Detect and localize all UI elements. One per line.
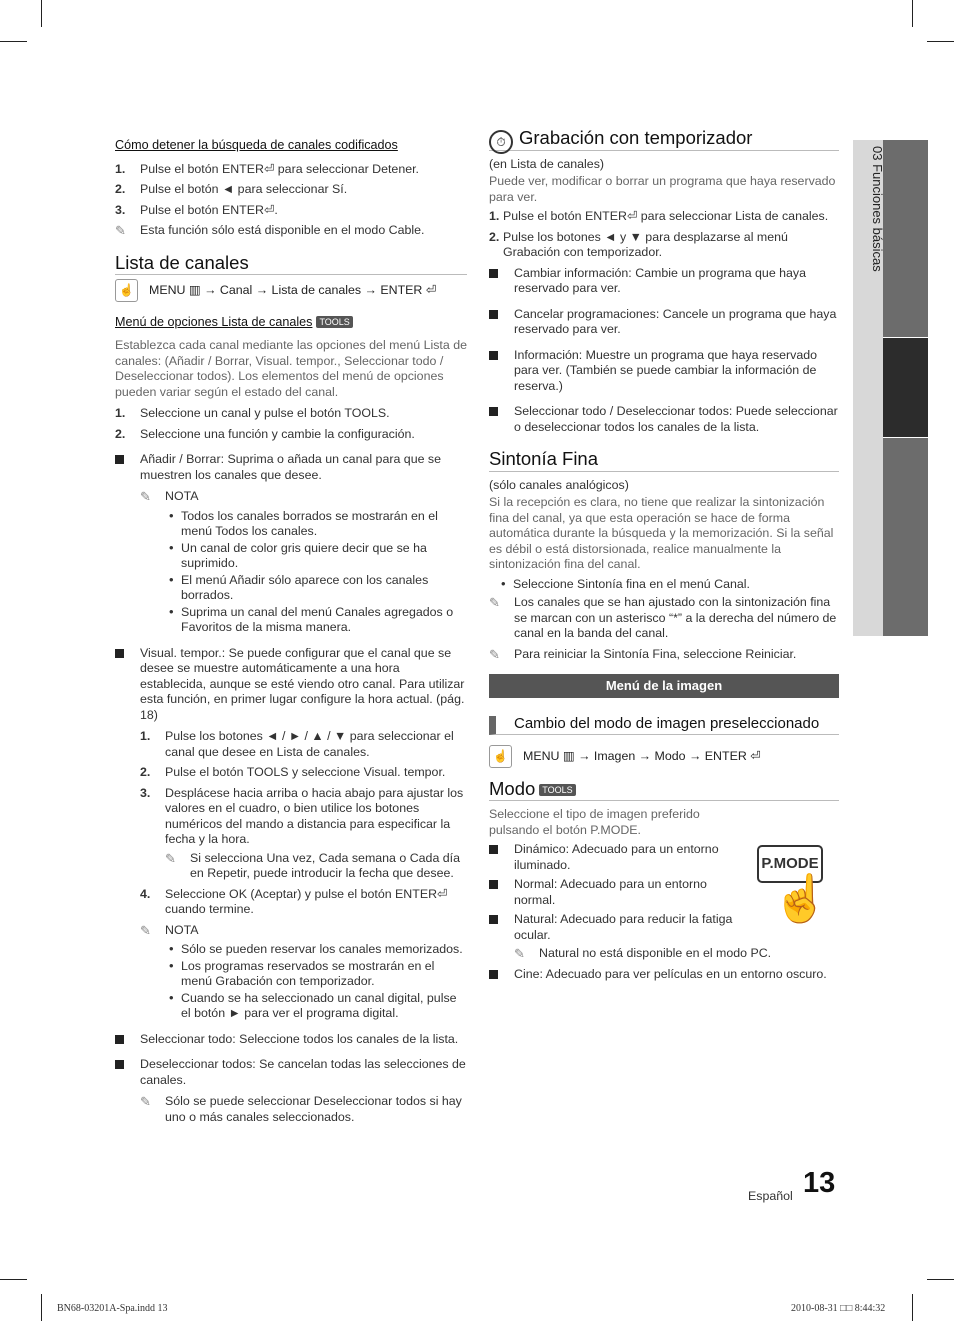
hand-pointer-icon: ☝	[772, 872, 830, 924]
note: ✎ Para reiniciar la Sintonía Fina, seleccione Reiniciar.	[489, 646, 797, 662]
list-item: 2. Pulse el botón TOOLS y seleccione Visual. tempor.	[140, 765, 446, 779]
pencil-icon: ✎	[489, 595, 500, 610]
side-tab-label: 03 Funciones básicas	[870, 146, 885, 272]
list-item: Seleccionar todo / Deseleccionar todos: Puede seleccionar o deseleccionar todos los canales de la lista.	[489, 404, 839, 435]
square-bullet-icon	[489, 880, 498, 889]
note: ✎ Los canales que se han ajustado con la sintonización fina se marcan con un asterisco “*” a la derecha del número de canal en la banda del canal.	[489, 595, 837, 640]
hand-icon: ☝	[489, 745, 512, 768]
imagen-bar: Menú de la imagen	[489, 674, 839, 698]
list-item: Información: Muestre un programa que haya reservado para ver. (También se puede cambiar la información de reserva.)	[489, 348, 839, 395]
note: ✎ Esta función sólo está disponible en el modo Cable.	[115, 223, 425, 238]
paragraph: Seleccione el tipo de imagen preferido pulsando el botón P.MODE.	[489, 807, 700, 837]
square-bullet-icon	[489, 915, 498, 924]
stop-title: Cómo detener la búsqueda de canales codificados	[115, 138, 398, 152]
list-item: • Sólo se pueden reservar los canales memorizados.	[165, 942, 467, 958]
side-tab-block-active	[883, 338, 928, 437]
note: ✎ Sólo se puede seleccionar Deseleccionar todos si hay uno o más canales seleccionados.	[140, 1094, 462, 1124]
side-tab-block	[883, 438, 928, 636]
list-item: Dinámico: Adecuado para un entorno iluminado.	[489, 842, 739, 873]
pmode-button-illustration: P.MODE	[757, 845, 823, 883]
opciones-title: Menú de opciones Lista de canales TOOLS	[115, 315, 467, 331]
sint-bullets	[497, 577, 839, 593]
cambio-heading: Cambio del modo de imagen preseleccionado	[489, 716, 839, 736]
tools-icon: TOOLS	[539, 784, 575, 796]
page-number: 13	[803, 1167, 836, 1199]
crop-mark	[912, 0, 913, 27]
footer-datetime: 2010-08-31 □□ 8:44:32	[791, 1303, 886, 1314]
language-label: Español	[748, 1189, 793, 1203]
square-bullet-icon	[115, 649, 124, 658]
modo-heading: Modo TOOLS	[489, 781, 839, 802]
pencil-icon: ✎	[514, 946, 525, 961]
list-item: Visual. tempor.: Se puede configurar que el canal que se desee se muestre automáticamente a una hora establecida, aunque se esté viendo otro canal. Para utilizar esta función, en primer lugar configure la hora actual. (pág. 18) 1. Pulse los botones ◄ / ► / ▲ / ▼ para seleccionar el canal que desee en Lista de canales. 2. Pulse el botón TOOLS y seleccione Visual. tempor. 3. Desplácese hacia arriba o hacia abajo para ajustar los valores en el cuadro, o bien utilice los botones numéricos del mando a distancia para especificar la fecha y la hora. ✎ Si selecciona Una vez, Cada semana o Cada día en Repetir, puede introducir la fecha que desee. 4. Seleccione OK (Aceptar) y pulse el botón ENTER⏎ cuando termine. ✎ NOTA • Sólo se pueden reservar los canales memorizados. • Los programas reservados se mostrarán en el menú Grabación con temporizador. • Cuando se ha seleccionado un canal digital, pulse el botón ► para ver el programa digital.	[115, 646, 467, 1022]
paragraph: Puede ver, modificar o borrar un programa que haya reservado para ver.	[489, 174, 836, 204]
stop-steps	[115, 162, 467, 219]
left-column	[115, 138, 467, 1135]
paragraph: Establezca cada canal mediante las opciones del menú Lista de canales: (Añadir / Borrar, Visual. tempor., Seleccionar todo / Deseleccionar todos). Los elementos del menú de opciones pueden variar según el estado del canal.	[115, 338, 467, 399]
crop-mark	[912, 1294, 913, 1321]
square-bullet-icon	[115, 1060, 124, 1069]
list-item: 2. Pulse el botón ◄ para seleccionar Sí.	[115, 182, 348, 196]
square-bullet-icon	[115, 1035, 124, 1044]
list-item: 1. Pulse el botón ENTER⏎ para seleccionar Lista de canales.	[489, 209, 829, 223]
list-item: • Seleccione Sintonía fina en el menú Canal.	[497, 577, 839, 593]
list-item: • Los programas reservados se mostrarán en el menú Grabación con temporizador.	[165, 959, 467, 990]
square-bullet-icon	[489, 351, 498, 360]
pencil-icon: ✎	[489, 646, 500, 662]
modo-items	[489, 842, 772, 962]
list-item: Normal: Adecuado para un entorno normal.	[489, 877, 739, 908]
opciones-items	[115, 452, 467, 1125]
list-item: Añadir / Borrar: Suprima o añada un canal para que se muestren los canales que desee. ✎ NOTA • Todos los canales borrados se mostrarán en el menú Todos los canales. • Un canal de color gris quiere decir que se ha suprimido. • El menú Añadir sólo aparece con los canales borrados. • Suprima un canal del menú Canales agregados o Favoritos de la misma manera.	[115, 452, 467, 636]
list-item: • Todos los canales borrados se mostrarán en el menú Todos los canales.	[165, 509, 467, 540]
sint-heading: Sintonía Fina	[489, 451, 839, 472]
side-tab-block	[883, 140, 928, 337]
list-item: Seleccionar todo: Seleccione todos los canales de la lista.	[115, 1032, 467, 1048]
pencil-icon: ✎	[140, 1094, 151, 1109]
list-item: 2. Pulse los botones ◄ y ▼ para desplazarse al menú Grabación con temporizador.	[489, 229, 788, 259]
modo-cine	[489, 967, 839, 983]
list-item: Cancelar programaciones: Cancele un programa que haya reservado para ver.	[489, 307, 839, 338]
note-bullets	[165, 942, 467, 1022]
list-item: 1. Pulse los botones ◄ / ► / ▲ / ▼ para seleccionar el canal que desee en Lista de canales.	[140, 729, 454, 759]
list-item: • Suprima un canal del menú Canales agregados o Favoritos de la misma manera.	[165, 605, 467, 636]
visual-steps	[140, 729, 467, 918]
tools-icon: TOOLS	[316, 316, 352, 328]
paragraph: Si la recepción es clara, no tiene que realizar la sintonización fina del canal, ya que esta operación se hace de forma automática durante la búsqueda y la memorización. Si la señal es débil o está distorsionada, realice manualmente la sintonización fina del canal.	[489, 495, 834, 571]
square-bullet-icon	[115, 455, 124, 464]
hand-icon: ☝	[115, 279, 138, 302]
list-item: • El menú Añadir sólo aparece con los canales borrados.	[165, 573, 467, 604]
list-item: 3. Pulse el botón ENTER⏎.	[115, 202, 278, 217]
crop-mark	[0, 1279, 27, 1280]
list-item: 1. Pulse el botón ENTER⏎ para seleccionar Detener.	[115, 161, 419, 176]
menu-path: ☝ MENU ▥ → Imagen → Modo → ENTER ⏎	[489, 749, 839, 765]
grab-steps	[489, 209, 839, 261]
list-item: • Un canal de color gris quiere decir que se ha suprimido.	[165, 541, 467, 572]
note: ✎ NOTA • Sólo se pueden reservar los canales memorizados. • Los programas reservados se mostrarán en el menú Grabación con temporizador. • Cuando se ha seleccionado un canal digital, pulse el botón ► para ver el programa digital.	[140, 923, 467, 1022]
square-bullet-icon	[489, 310, 498, 319]
pencil-icon: ✎	[140, 489, 151, 504]
list-item: • Cuando se ha seleccionado un canal digital, pulse el botón ► para ver el programa digital.	[165, 991, 467, 1022]
square-bullet-icon	[489, 407, 498, 416]
menu-path: ☝ MENU ▥ → Canal → Lista de canales → ENTER ⏎	[115, 283, 467, 299]
sint-context: (sólo canales analógicos)	[489, 477, 629, 492]
note: ✎ Si selecciona Una vez, Cada semana o Cada día en Repetir, puede introducir la fecha que desee.	[165, 850, 460, 880]
list-item: 4. Seleccione OK (Aceptar) y pulse el botón ENTER⏎ cuando termine.	[140, 886, 448, 916]
grab-heading: ⏱ Grabación con temporizador	[489, 130, 839, 151]
square-bullet-icon	[489, 970, 498, 979]
pencil-icon: ✎	[165, 850, 176, 866]
list-item: 3. Desplácese hacia arriba o hacia abajo para ajustar los valores en el cuadro, o bien utilice los botones numéricos del mando a distancia para especificar la fecha y la hora. ✎ Si selecciona Una vez, Cada semana o Cada día en Repetir, puede introducir la fecha que desee.	[140, 786, 467, 882]
list-item: 2. Seleccione una función y cambie la configuración.	[115, 426, 415, 441]
crop-mark	[0, 41, 27, 42]
crop-mark	[927, 1279, 954, 1280]
pencil-icon: ✎	[140, 922, 151, 938]
list-item: Deseleccionar todos: Se cancelan todas las selecciones de canales. ✎ Sólo se puede seleccionar Deseleccionar todos si hay uno o más canales seleccionados.	[115, 1057, 467, 1125]
timer-icon: ⏱	[489, 130, 513, 154]
crop-mark	[41, 1294, 42, 1321]
crop-mark	[927, 41, 954, 42]
note: ✎ NOTA • Todos los canales borrados se mostrarán en el menú Todos los canales. • Un canal de color gris quiere decir que se ha suprimido. • El menú Añadir sólo aparece con los canales borrados. • Suprima un canal del menú Canales agregados o Favoritos de la misma manera.	[140, 489, 467, 636]
lista-heading: Lista de canales	[115, 255, 467, 276]
list-item: Cambiar información: Cambie un programa que haya reservado para ver.	[489, 266, 839, 297]
crop-mark	[41, 0, 42, 27]
opciones-steps	[115, 406, 467, 442]
pencil-icon: ✎	[115, 223, 126, 238]
note: ✎ Natural no está disponible en el modo PC.	[514, 946, 772, 961]
grab-context: (en Lista de canales)	[489, 156, 605, 171]
list-item: Cine: Adecuado para ver películas en un entorno oscuro.	[489, 967, 839, 983]
square-bullet-icon	[489, 269, 498, 278]
list-item: Natural: Adecuado para reducir la fatiga ocular. ✎ Natural no está disponible en el modo PC.	[489, 912, 739, 962]
grab-items	[489, 266, 839, 436]
square-bullet-icon	[489, 845, 498, 854]
footer-file: BN68-03201A-Spa.indd 13	[57, 1303, 168, 1314]
note-bullets	[165, 509, 467, 636]
list-item: 1. Seleccione un canal y pulse el botón TOOLS.	[115, 406, 390, 420]
